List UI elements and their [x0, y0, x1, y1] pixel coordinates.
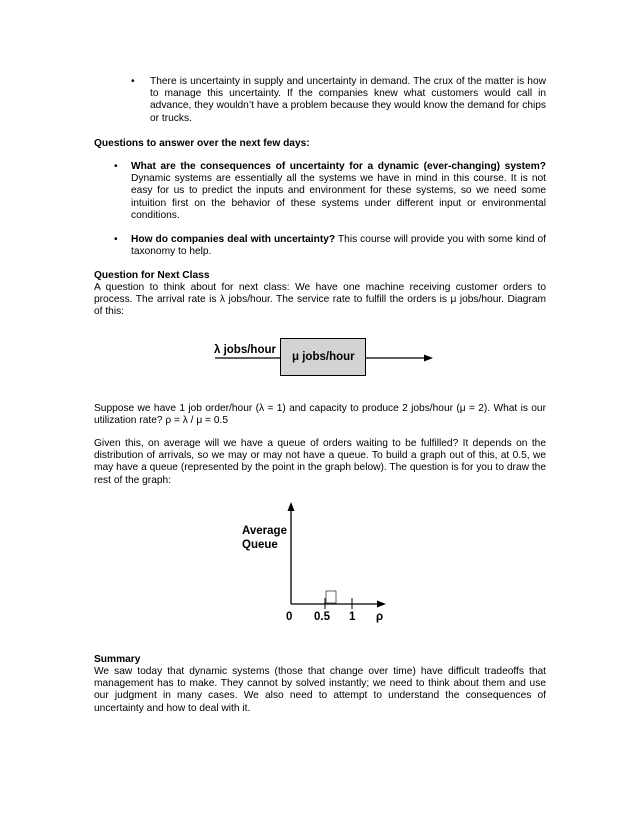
- suppose-text: Suppose we have 1 job order/hour (λ = 1) and capacity to produce 2 jobs/hour (μ = 2). What is our utilization rate? ρ = λ / μ = 0.5: [94, 403, 546, 427]
- x-axis-arrow-head: [377, 601, 386, 608]
- question-2-bold: How do companies deal with uncertainty?: [131, 234, 336, 245]
- service-rate-label: μ jobs/hour: [292, 351, 355, 363]
- questions-heading: Questions to answer over the next few days:: [94, 138, 310, 149]
- graph-tick-0-5: 0.5: [314, 611, 330, 623]
- question-2-text: This course will provide you with some kind of taxonomy to help.: [131, 234, 547, 258]
- question-1-bold: What are the consequences of uncertainty for a dynamic (ever-changing) system?: [131, 161, 546, 172]
- bullet-icon: •: [114, 234, 118, 245]
- next-class-text: A question to think about for next class: We have one machine receiving customer orders to process. The arrival rate is λ jobs/hour. The service rate to fulfill the orders is μ jobs/hour. Diagram of this:: [94, 282, 546, 318]
- summary-heading: Summary: [94, 654, 141, 665]
- graph-ylabel-line1: Average: [242, 525, 287, 537]
- next-class-heading: Question for Next Class: [94, 270, 210, 281]
- given-text: Given this, on average will we have a queue of orders waiting to be fulfilled? It depends on the distribution of arrivals, so we may or may not have a queue. To build a graph out of this, at 0.5, we may have a queue (represented by the point in the graph below). The question is for you to draw the rest of the graph:: [94, 438, 546, 486]
- graph-ylabel-line2: Queue: [242, 539, 278, 551]
- queue-point-marker: [326, 591, 336, 603]
- y-axis-arrow-head: [288, 502, 295, 511]
- graph-tick-1: 1: [349, 611, 356, 623]
- graph-tick-0: 0: [286, 611, 293, 623]
- summary-text: We saw today that dynamic systems (those that change over time) have difficult tradeoffs that management has to make. They cannot by solved instantly; we need to think about them and use our judgment in many cases. We also need to attempt to understand the consequences of uncertainty and how to deal with it.: [94, 666, 546, 714]
- arrival-rate-label: λ jobs/hour: [214, 344, 276, 356]
- graph-xlabel: ρ: [376, 611, 384, 623]
- bullet-icon: •: [114, 161, 118, 172]
- bullet-icon: •: [131, 76, 135, 87]
- question-1-text: Dynamic systems are essentially all the systems we have in mind in this course. It is not easy for us to predict the inputs and environment for these systems, so we need some intuition first on the behavior of these systems under different input or environmental conditions.: [131, 173, 546, 221]
- intro-bullet-text: There is uncertainty in supply and uncertainty in demand. The crux of the matter is how to manage this uncertainty. If the companies knew what customers would call in advance, they wouldn’t have a problem because they would know the demand for chips or trucks.: [150, 76, 546, 124]
